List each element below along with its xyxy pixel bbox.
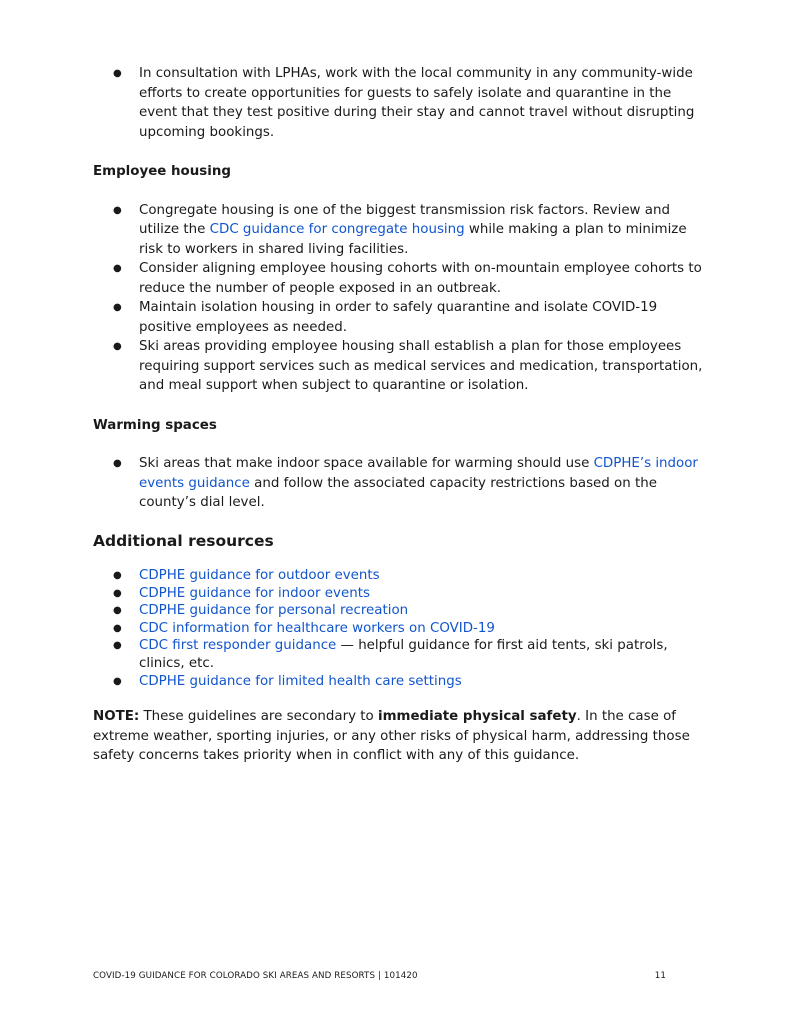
bullet-text: while making a plan to minimize risk to workers in shared living facilities. — [139, 222, 687, 257]
resources-list — [93, 567, 713, 690]
bullet-text: — helpful guidance for first aid tents, ski patrols, clinics, etc. — [139, 638, 668, 671]
footer-title: COVID-19 GUIDANCE FOR COLORADO SKI AREAS AND RESORTS | 101420 — [93, 971, 418, 981]
link-cdphe-indoor-events[interactable]: CDPHE’s indoor events guidance — [139, 456, 698, 491]
link-limited-health-care[interactable]: CDPHE guidance for limited health care settings — [139, 673, 462, 689]
note-text: These guidelines are secondary to — [139, 709, 378, 725]
section-heading-warming-spaces: Warming spaces — [93, 417, 217, 433]
bullet-text: and follow the associated capacity restrictions based on the county’s dial level. — [139, 475, 657, 510]
warming-spaces-list — [93, 454, 713, 513]
link-cdc-congregate-housing[interactable]: CDC guidance for congregate housing — [209, 222, 465, 237]
bullet-text: Congregate housing is one of the biggest transmission risk factors. Review and utilize the — [139, 202, 670, 237]
bullet-text: In consultation with LPHAs, work with the local community in any community-wide efforts to create opportunities for guests to safely isolate and quarantine in the event that they test positive during their stay and cannot travel without disrupting upcoming bookings. — [139, 66, 695, 140]
list-item — [93, 637, 713, 672]
link-healthcare-workers[interactable]: CDC information for healthcare workers on COVID-19 — [139, 620, 495, 636]
list-item — [93, 259, 713, 298]
list-item — [93, 337, 713, 396]
section-heading-additional-resources: Additional resources — [93, 531, 274, 550]
list-item — [93, 567, 713, 585]
note-emphasis: immediate physical safety — [377, 709, 577, 725]
list-item — [93, 454, 713, 513]
intro-bullet-list — [93, 64, 713, 142]
bullet-text: Ski areas providing employee housing shall establish a plan for those employees requiring support services such as medical services and medication, transportation, and meal support when subject to quarantine or isolation. — [139, 339, 703, 393]
page-number: 11 — [654, 971, 666, 981]
list-item — [93, 673, 713, 691]
list-item — [93, 201, 713, 260]
link-indoor-events[interactable]: CDPHE guidance for indoor events — [139, 585, 370, 601]
list-item — [93, 620, 713, 638]
section-heading-employee-housing: Employee housing — [93, 164, 231, 179]
employee-housing-list — [93, 201, 713, 396]
link-outdoor-events[interactable]: CDPHE guidance for outdoor events — [139, 568, 380, 583]
list-item — [93, 298, 713, 337]
bullet-text: Ski areas that make indoor space available for warming should use — [139, 456, 594, 471]
note-text: . In the case of extreme weather, sporting injuries, or any other risks of physical harm, addressing those safety concerns takes priority when in conflict with any of this guidance. — [93, 709, 690, 764]
bullet-text: Consider aligning employee housing cohorts with on-mountain employee cohorts to reduce the number of people exposed in an outbreak. — [139, 261, 702, 296]
list-item — [93, 602, 713, 620]
note-paragraph — [93, 707, 713, 766]
page-footer — [93, 971, 673, 981]
list-item — [93, 64, 713, 142]
page-content — [93, 64, 713, 766]
note-label: NOTE: — [93, 709, 140, 725]
link-first-responder[interactable]: CDC first responder guidance — [139, 638, 337, 654]
link-personal-recreation[interactable]: CDPHE guidance for personal recreation — [139, 603, 409, 619]
list-item — [93, 585, 713, 603]
bullet-text: Maintain isolation housing in order to safely quarantine and isolate COVID-19 positive employees as needed. — [139, 300, 658, 335]
